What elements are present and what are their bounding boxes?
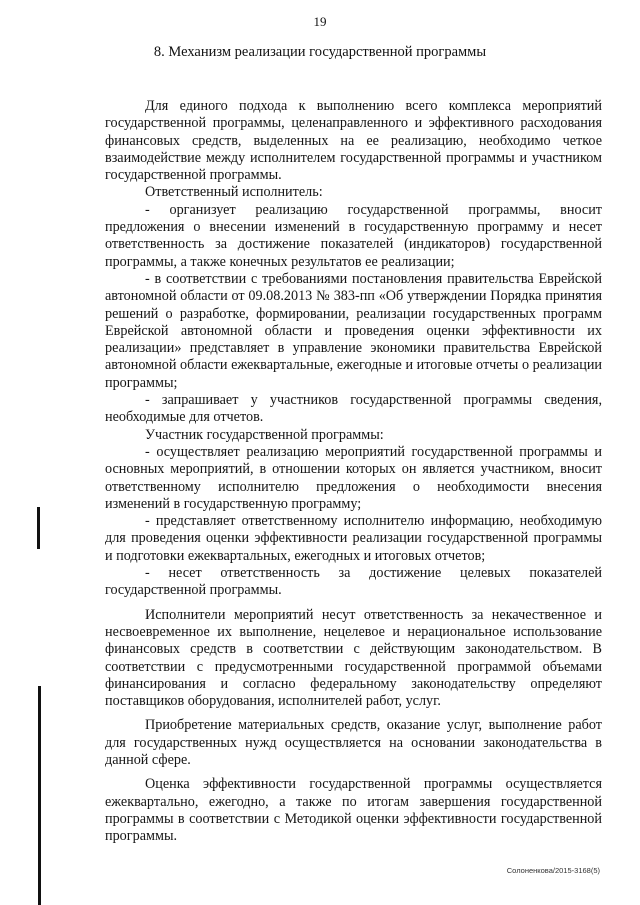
list-item: - представляет ответственному исполнителю информацию, необходимую для проведения оценки эффективности реализации государственной программы и подготовки ежеквартальных, ежегодных и итоговых отчетов; — [105, 513, 602, 564]
list-item: - в соответствии с требованиями постановления правительства Еврейской автономной области от 09.08.2013 № 383-пп «Об утверждении Порядка принятия решений о разработке, формировании, реализации государственных программ Еврейской автономной области и проведения оценки эффективности их реализации» представляет в управление экономики правительства Еврейской автономной области ежеквартальные, ежегодные и итоговые отчеты о реализации программы; — [105, 270, 602, 391]
paragraph: Оценка эффективности государственной программы осуществляется ежеквартально, ежегодно, а также по итогам завершения государственной программы в соответствии с Методикой оценки эффективности государственной программы. — [105, 776, 602, 845]
paragraph: Для единого подхода к выполнению всего комплекса мероприятий государственной программы, целенаправленного и эффективного расходования финансовых средств, выделенных на ее реализацию, необходимо четкое взаимодействие между исполнителем государственной программы и участником государственной программы. — [105, 98, 602, 184]
scan-edge-mark — [38, 686, 41, 905]
document-body — [105, 98, 602, 845]
paragraph: Приобретение материальных средств, оказание услуг, выполнение работ для государственных нужд осуществляется на основании законодательства в данной сфере. — [105, 717, 602, 768]
document-footer-code: Солоненкова/2015-3168(5) — [506, 866, 600, 875]
paragraph: Исполнители мероприятий несут ответственность за некачественное и несвоевременное их выполнение, нецелевое и нерациональное использование финансовых средств в соответствии с действующим законодательством. В соответствии с предусмотренными государственной программой объемами финансирования и согласно федеральному законодательству определяют поставщиков оборудования, исполнителей работ, услуг. — [105, 606, 602, 710]
paragraph: Ответственный исполнитель: — [145, 184, 323, 201]
section-title: 8. Механизм реализации государственной программы — [153, 44, 487, 60]
list-item: - запрашивает у участников государственной программы сведения, необходимые для отчетов. — [105, 392, 602, 426]
list-item: - осуществляет реализацию мероприятий государственной программы и основных мероприятий, в отношении которых он является участником, вносит ответственному исполнителю предложения о необходимости внесения изменений в государственную программу; — [105, 443, 602, 512]
list-item: - организует реализацию государственной программы, вносит предложения о внесении изменений в государственную программу и несет ответственность за достижение показателей (индикаторов) государственной программы, а также конечных результатов ее реализации; — [105, 201, 602, 270]
paragraph: Участник государственной программы: — [145, 426, 384, 443]
scan-edge-mark — [37, 507, 40, 549]
page-number: 19 — [313, 14, 327, 29]
list-item: - несет ответственность за достижение целевых показателей государственной программы. — [105, 565, 602, 599]
